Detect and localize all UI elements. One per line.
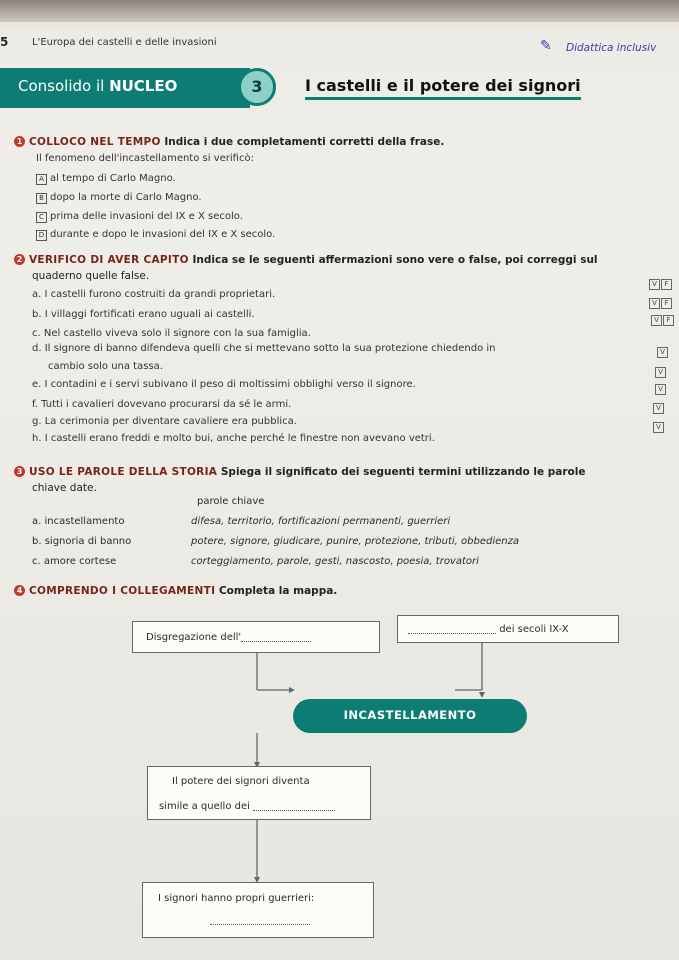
ex3-term-a: a. incastellamento xyxy=(32,516,125,527)
lesson-number-badge: 3 xyxy=(238,68,276,106)
map-box-guerrieri-line1: I signori hanno propri guerrieri: xyxy=(158,893,315,904)
inclusive-icon: ✎ xyxy=(540,38,552,54)
map-box-potere-line1: Il potere dei signori diventa xyxy=(172,776,310,787)
map-box-guerrieri xyxy=(142,882,374,938)
ex4-title: 4 COMPRENDO I COLLEGAMENTI Completa la mappa. xyxy=(14,585,337,597)
map-box-disgregazione-text: Disgregazione dell' xyxy=(146,631,311,643)
ex1-option-b[interactable]: B dopo la morte di Carlo Magno. xyxy=(36,192,202,204)
ex3-keys-c: corteggiamento, parole, gesti, nascosto, poesia, trovatori xyxy=(191,556,479,567)
chapter-number: 5 xyxy=(0,35,9,49)
ex2-vf-e[interactable]: V xyxy=(654,367,666,378)
blank-potere[interactable] xyxy=(253,800,335,811)
ex1-option-c[interactable]: C prima delle invasioni del IX e X secolo. xyxy=(36,211,243,223)
ex2-item-c: c. Nel castello viveva solo il signore con la sua famiglia. xyxy=(32,328,311,339)
ex2-vf-g[interactable]: V xyxy=(652,403,664,414)
ex2-item-a: a. I castelli furono costruiti da grandi proprietari. xyxy=(32,289,276,300)
map-center-label: INCASTELLAMENTO xyxy=(343,708,477,722)
ex1-option-d[interactable]: D durante e dopo le invasioni del IX e X secolo. xyxy=(36,229,275,241)
ex2-instruction-cont: quaderno quelle false. xyxy=(32,270,150,282)
ex2-item-e: e. I contadini e i servi subivano il peso di moltissimi obblighi verso il signore. xyxy=(32,379,416,390)
ex2-item-b: b. I villaggi fortificati erano uguali ai castelli. xyxy=(32,309,255,320)
ex2-vf-a[interactable]: V F xyxy=(648,279,672,290)
ex3-title: 3 USO LE PAROLE DELLA STORIA Spiega il significato dei seguenti termini utilizzando le parole xyxy=(14,466,585,478)
ex1-option-a[interactable]: A al tempo di Carlo Magno. xyxy=(36,173,176,185)
ex2-title: 2 VERIFICO DI AVER CAPITO Indica se le seguenti affermazioni sono vere o false, poi correggi sul xyxy=(14,254,598,266)
map-box-secoli-text: dei secoli IX-X xyxy=(408,623,569,635)
chapter-title: L'Europa dei castelli e delle invasioni xyxy=(32,37,217,48)
ex2-item-f: f. Tutti i cavalieri dovevano procurarsi da sé le armi. xyxy=(32,399,292,410)
ex2-vf-c[interactable]: V F xyxy=(650,315,674,326)
map-box-potere-line2: simile a quello dei xyxy=(159,800,335,812)
ex2-vf-b[interactable]: V F xyxy=(648,298,672,309)
ex2-item-d-cont: cambio solo una tassa. xyxy=(48,361,163,372)
map-box-guerrieri-line2 xyxy=(210,914,310,926)
keywords-header: parole chiave xyxy=(197,496,265,507)
ex4-number: 4 xyxy=(14,585,25,596)
lesson-title: I castelli e il potere dei signori xyxy=(305,76,581,100)
ex2-item-g: g. La cerimonia per diventare cavaliere era pubblica. xyxy=(32,416,297,427)
ex3-term-c: c. amore cortese xyxy=(32,556,117,567)
ex2-item-d: d. Il signore di banno difendeva quelli che si mettevano sotto la sua protezione chiedendo in xyxy=(32,343,496,354)
ex2-vf-f[interactable]: V xyxy=(654,384,666,395)
ex2-vf-d[interactable]: V xyxy=(656,347,668,358)
ex2-number: 2 xyxy=(14,254,25,265)
didattica-badge: Didattica inclusiv xyxy=(566,42,657,54)
ex3-keys-a: difesa, territorio, fortificazioni permanenti, guerrieri xyxy=(191,516,451,527)
blank-disgregazione[interactable] xyxy=(241,631,311,642)
ex3-number: 3 xyxy=(14,466,25,477)
blank-guerrieri[interactable] xyxy=(210,914,310,925)
ex1-number: 1 xyxy=(14,136,25,147)
ex2-item-h: h. I castelli erano freddi e molto bui, anche perché le finestre non avevano vetri. xyxy=(32,433,435,444)
ex1-title: 1 COLLOCO NEL TEMPO Indica i due completamenti corretti della frase. xyxy=(14,136,444,148)
ex2-vf-h[interactable]: V xyxy=(652,422,664,433)
ex1-stem: Il fenomeno dell'incastellamento si verificò: xyxy=(36,153,254,164)
section-title: Consolido il NUCLEO xyxy=(18,77,178,95)
blank-secoli[interactable] xyxy=(408,623,496,634)
ex3-instruction-cont: chiave date. xyxy=(32,482,97,494)
ex3-term-b: b. signoria di banno xyxy=(32,536,132,547)
ex3-keys-b: potere, signore, giudicare, punire, protezione, tributi, obbedienza xyxy=(191,536,519,547)
